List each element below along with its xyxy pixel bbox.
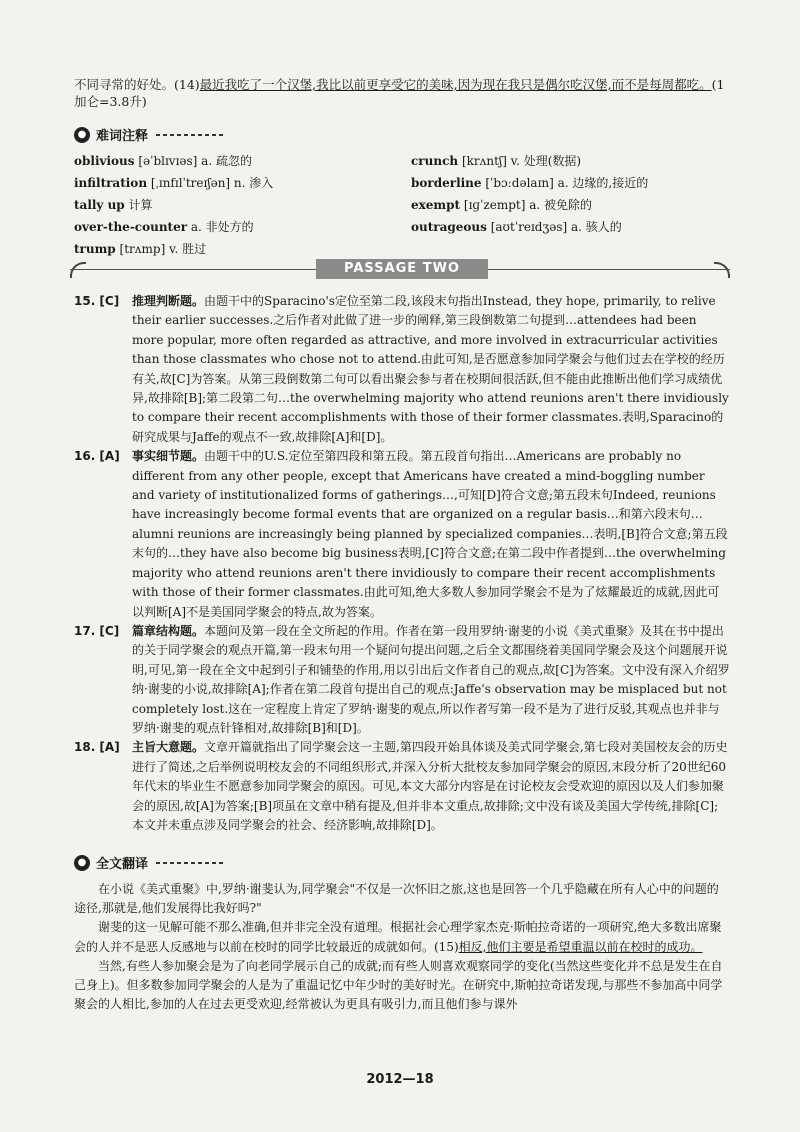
answer-text: 由题干中的Sparacino's定位至第二段,该段末句指出Instead, they hope, primarily, to relive their earlier successes.之后作者对此做了进一步的阐释,第三段倒数第二句提到…attendees had been more popular, more often regarded as attractive, and more involved in extracurricular activities than those classmates who chose not to attend.由此可知,是否愿意参加同学聚会与他们过去在学校的经历有关,故[C]为答案。从第三段倒数第二句可以看出聚会参与者在校期间很活跃,但不能由此推断出他们学习成绩优异,故排除[B];第二段第二句…the overwhelming majority who attend reunions aren't there invidiously to compare their recent accomplishments with those of their former classmates.表明,Sparacino的研究成果与Jaffe的观点不一致,故排除[A]和[D]。 (132, 294, 729, 444)
translation-body (74, 880, 728, 1014)
intro-underlined: 最近我吃了一个汉堡,我比以前更享受它的美味,因为现在我只是偶尔吃汉堡,而不是每周都吃。 (199, 77, 712, 92)
vocab-column-left (74, 150, 404, 260)
answer-text: 本题问及第一段在全文所起的作用。作者在第一段用罗纳·谢斐的小说《美式重聚》及其在书中提出的关于同学聚会的观点开篇,第一段末句用一个疑问句提出问题,之后全文都围绕着美国同学聚会及这个问题展开说明,可见,第一段在全文中起到引子和铺垫的作用,用以引出后文作者自己的观点,故[C]为答案。文中没有深入介绍罗纳·谢斐的小说,故排除[A];作者在第二段首句提出自己的观点:Jaffe's observation may be misplaced but not completely lost.这在一定程度上肯定了罗纳·谢斐的观点,所以作者写第一段不是为了进行反驳,其观点也并非与罗纳·谢斐的观点针锋相对,故排除[B]和[D]。 (132, 623, 730, 735)
answer-text: 由题干中的U.S.定位至第四段和第五段。第五段首句指出…Americans are probably no different from any other people, except that Americans have created a mind-boggling number and variety of institutionalized forms of gatherings…,可知[D]符合文意;第五段末句Indeed, reunions have increasingly become formal events that are organized on a regular basis…和第六段末句…alumni reunions are increasingly being planned by specialized companies…表明,[B]符合文意;第五段末句的…they have also become big business表明,[C]符合文意;在第二段中作者提到…the overwhelming majority who attend reunions aren't there invidiously to compare their recent accomplishments with those of their former classmates.由此可知,绝大多数人参加同学聚会不是为了炫耀最近的成就,因此可以判断[A]不是美国同学聚会的特点,故为答案。 (132, 449, 728, 619)
vocab-section-label: 难词注释 (96, 129, 149, 144)
answer-item (74, 447, 730, 622)
banner-curl-left (70, 262, 86, 278)
section-rule (156, 862, 226, 864)
banner-curl-right (714, 262, 730, 278)
answer-number: 17. [C] (74, 623, 120, 638)
vocab-item: trump [trʌmp] v. 胜过 (74, 242, 207, 256)
intro-paragraph (74, 76, 728, 110)
vocab-item: outrageous [aʊtˈreɪdʒəs] a. 骇人的 (411, 220, 622, 234)
vocab-item: infiltration [ˌɪnfɪlˈtreɪʃən] n. 渗入 (74, 176, 274, 190)
vocab-item: borderline [ˈbɔːdəlaɪn] a. 边缘的,接近的 (411, 176, 649, 190)
bullet-icon: ● (74, 855, 90, 871)
question-type: 篇章结构题。 (132, 623, 205, 638)
vocab-item: over-the-counter a. 非处方的 (74, 220, 254, 234)
intro-tail: (1加仑=3.8升) (74, 77, 725, 109)
question-type: 主旨大意题。 (132, 740, 205, 755)
translation-paragraph-1: 在小说《美式重聚》中,罗纳·谢斐认为,同学聚会"不仅是一次怀旧之旅,这也是回答一个几乎隐藏在所有人心中的问题的途径,那就是,他们发展得比我好吗?" (74, 882, 719, 916)
bullet-icon: ● (74, 127, 90, 143)
intro-lead: 不同寻常的好处。(14) (74, 77, 200, 92)
passage-banner (70, 258, 730, 280)
answer-item (74, 292, 730, 447)
answer-explanations (74, 292, 730, 835)
vocab-section-title (74, 125, 226, 144)
translation-underlined: 相反,他们主要是希望重温以前在校时的成功。 (458, 939, 703, 954)
vocab-column-right (411, 150, 741, 238)
passage-banner-label: PASSAGE TWO (316, 259, 488, 279)
question-type: 事实细节题。 (132, 449, 205, 464)
translation-section-title (74, 853, 226, 872)
answer-item (74, 622, 730, 738)
answer-item (74, 738, 730, 835)
answer-text: 文章开篇就指出了同学聚会这一主题,第四段开始具体谈及美式同学聚会,第七段对美国校友会的历史进行了简述,之后举例说明校友会的不同组织形式,并深入分析大批校友参加同学聚会的原因,末段分析了20世纪60年代末的毕业生不愿意参加同学聚会的原因。可见,本文大部分内容是在讨论校友会受欢迎的原因以及人们参加聚会的原因,故[A]为答案;[B]项虽在文章中稍有提及,但并非本文重点,故排除;文中没有谈及美国大学传统,排除[C];本文并未重点涉及同学聚会的社会、经济影响,故排除[D]。 (132, 740, 728, 832)
vocab-item: exempt [ɪɡˈzempt] a. 被免除的 (411, 198, 592, 212)
vocab-item: oblivious [əˈblɪvɪəs] a. 疏忽的 (74, 154, 252, 168)
section-rule (156, 134, 226, 136)
translation-paragraph-2: 谢斐的这一见解可能不那么准确,但并非完全没有道理。根据社会心理学家杰克·斯帕拉奇诺的一项研究,绝大多数出席聚会的人并不是恶人反感地与以前在校时的同学比较最近的成就如何。(15)相反,他们主要是希望重温以前在校时的成功。 (74, 920, 722, 954)
translation-paragraph-3: 当然,有些人参加聚会是为了向老同学展示自己的成就;而有些人则喜欢观察同学的变化(当然这些变化并不总是发生在自己身上)。但多数参加同学聚会的人是为了重温记忆中年少时的美好时光。在研究中,斯帕拉奇诺发现,与那些不参加高中同学聚会的人相比,参加的人在过去更受欢迎,经常被认为更具有吸引力,而且他们参与课外 (74, 958, 723, 1012)
vocab-item: tally up 计算 (74, 198, 153, 212)
translation-section-label: 全文翻译 (96, 857, 149, 872)
vocab-item: crunch [krʌntʃ] v. 处理(数据) (411, 154, 582, 168)
question-type: 推理判断题。 (132, 294, 205, 308)
answer-number: 18. [A] (74, 740, 120, 755)
answer-number: 16. [A] (74, 449, 120, 464)
answer-number: 15. [C] (74, 294, 120, 308)
page-number: 2012—18 (366, 1072, 434, 1087)
